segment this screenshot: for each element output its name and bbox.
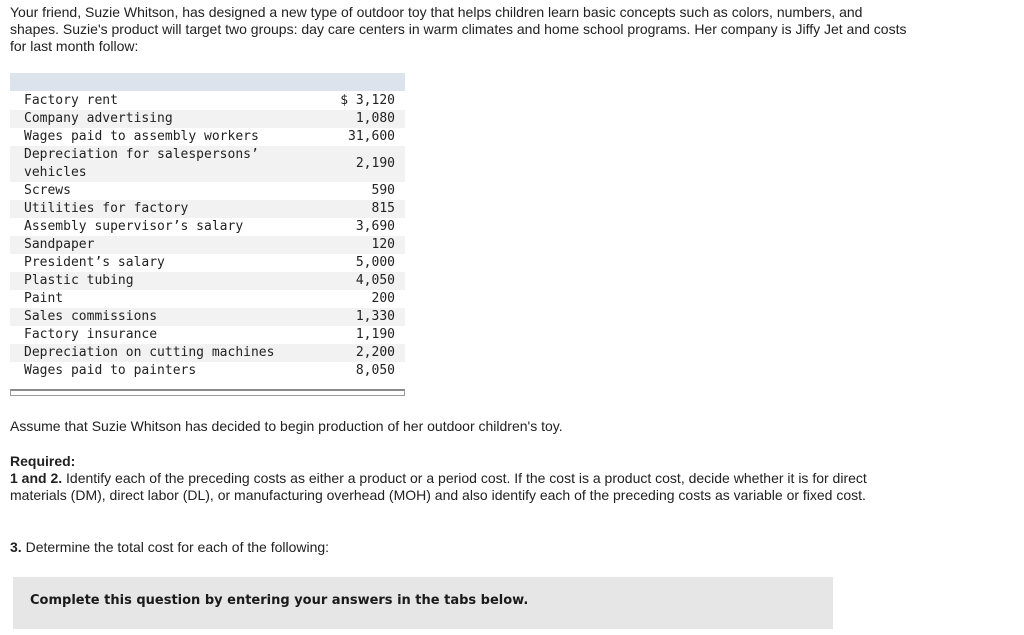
cost-item: President’s salary — [24, 255, 165, 270]
cost-item: Wages paid to painters — [24, 363, 197, 378]
requirement-3-label: 3. — [10, 539, 22, 555]
requirement-1-2-text: Identify each of the preceding costs as either a product or a period cost. If the cost is a product cost, decide whether it is for direct materials (DM), direct labor (DL), or manufacturing overhead (MOH) and also identify each of the preceding costs as variable or fixed cost. — [10, 470, 867, 503]
requirement-1-2-label: 1 and 2. — [10, 470, 63, 486]
cost-item: Factory insurance — [24, 327, 158, 342]
cost-item: Sandpaper — [10, 236, 324, 254]
cost-amount: 815 — [324, 200, 405, 218]
table-row — [10, 308, 405, 326]
table-row — [10, 236, 405, 254]
cost-item: Wages paid to assembly workers — [24, 129, 259, 144]
table-bottom-rule — [10, 389, 405, 396]
cost-amount: 120 — [324, 236, 405, 254]
cost-amount: 4,050 — [324, 272, 405, 290]
table-row — [10, 362, 405, 380]
table-row — [10, 146, 405, 182]
cost-item: Screws — [24, 183, 71, 198]
cost-amount: $ 3,120 — [340, 93, 395, 108]
cost-item-line2: vehicles — [24, 165, 87, 180]
cost-amount: 5,000 — [355, 255, 395, 270]
table-header-row — [10, 73, 405, 91]
cost-amount: 2,200 — [324, 344, 405, 362]
required-heading: Required: — [10, 453, 76, 469]
table-row — [10, 91, 405, 110]
cost-item: Sales commissions — [10, 308, 324, 326]
cost-amount: 200 — [371, 291, 395, 306]
cost-table — [10, 73, 405, 380]
cost-amount: 1,330 — [324, 308, 405, 326]
requirement-1-2 — [10, 470, 910, 504]
cost-item: Depreciation on cutting machines — [10, 344, 324, 362]
table-row — [10, 254, 405, 272]
cost-amount: 31,600 — [348, 129, 395, 144]
cost-amount: 8,050 — [355, 363, 395, 378]
cost-amount: 3,690 — [355, 219, 395, 234]
table-row — [10, 218, 405, 236]
table-row — [10, 182, 405, 200]
table-row — [10, 272, 405, 290]
intro-paragraph: Your friend, Suzie Whitson, has designed a new type of outdoor toy that helps children learn basic concepts such as colors, numbers, and shapes. Suzie's product will target two groups: day care centers in warm climates and home school programs. Her company is Jiffy Jet and costs for last month follow: — [10, 4, 907, 54]
requirement-3 — [10, 539, 329, 556]
instruction-text: Complete this question by entering your answers in the tabs below. — [30, 593, 529, 608]
cost-item-line1: Depreciation for salespersons’ — [24, 147, 259, 162]
cost-item: Paint — [24, 291, 64, 306]
requirement-3-text: Determine the total cost for each of the following: — [21, 539, 330, 555]
cost-item: Assembly supervisor’s salary — [24, 219, 244, 234]
assumption-text: Assume that Suzie Whitson has decided to begin production of her outdoor children's toy. — [10, 418, 563, 434]
cost-item: Utilities for factory — [10, 200, 324, 218]
table-row — [10, 344, 405, 362]
cost-amount: 1,190 — [355, 327, 395, 342]
table-row — [10, 128, 405, 146]
cost-amount: 1,080 — [324, 110, 405, 128]
cost-item — [10, 146, 324, 182]
table-row — [10, 326, 405, 344]
cost-amount: 590 — [371, 183, 395, 198]
cost-amount: 2,190 — [324, 146, 405, 182]
instruction-banner — [13, 577, 833, 629]
table-row — [10, 290, 405, 308]
cost-item: Company advertising — [10, 110, 324, 128]
table-row — [10, 200, 405, 218]
cost-item: Factory rent — [24, 93, 118, 108]
table-row — [10, 110, 405, 128]
cost-item: Plastic tubing — [10, 272, 324, 290]
